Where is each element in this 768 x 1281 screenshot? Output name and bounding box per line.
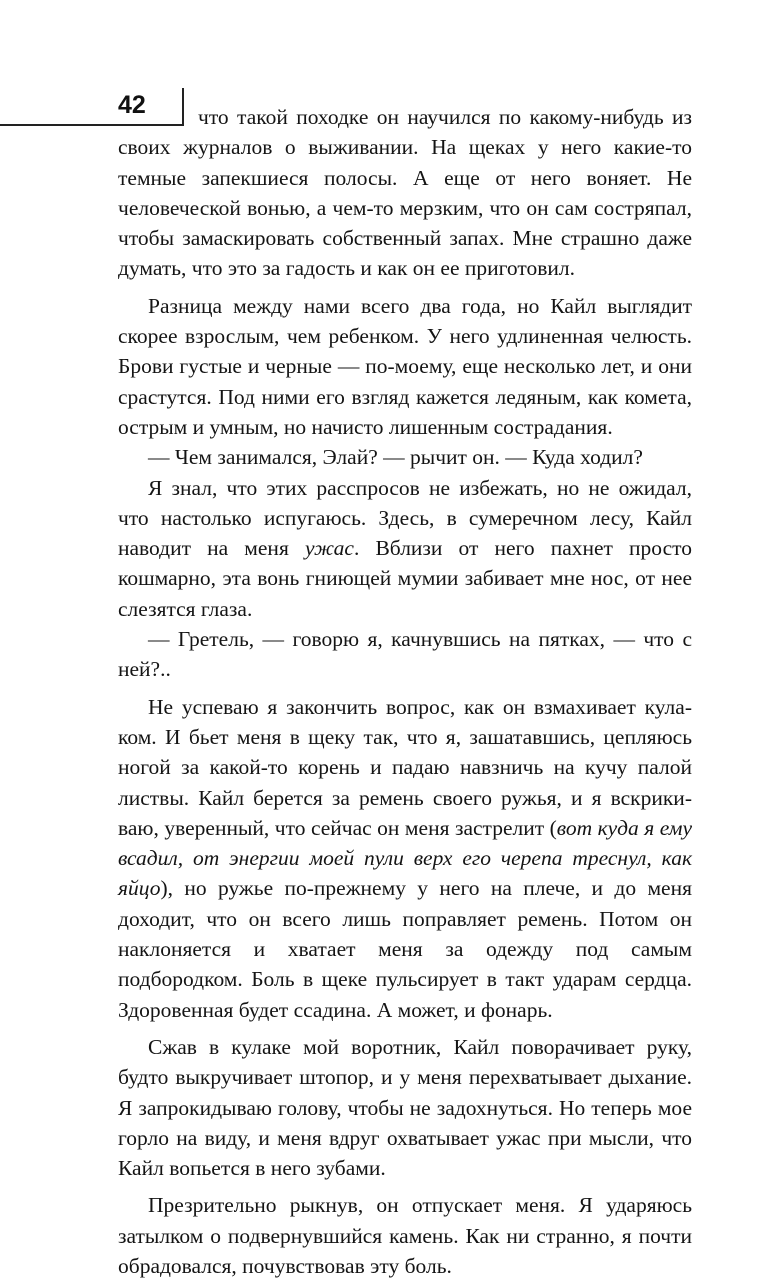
- paragraph-6-text-before: Не успеваю я закончить вопрос, как он взмахивает кулаком. И бьет меня в щеку так, что я, зашатавшись, цепляюсь ногой за какой-то корень и падаю навзничь на кучу палой листвы. Кайл берется за ремень своего ружья, и я вскрикиваю, уверенный, что сейчас он меня застрелит (: [118, 694, 692, 840]
- paragraph-7: Сжав в кулаке мой воротник, Кайл поворачивает руку, будто выкручивает штопор, и у меня перехватывает дыхание. Я запрокидываю голову, чтобы не задохнуться. Но теперь мое горло на виду, и меня вдруг охватывает ужас при мысли, что Кайл вопьется в него зубами.: [118, 1034, 692, 1181]
- paragraph-5-dialogue: — Гретель, — говорю я, качнувшись на пятках, — что с ней?..: [118, 627, 692, 682]
- body-text: [118, 102, 692, 1281]
- paragraph-6: [118, 692, 692, 1025]
- paragraph-4-text-after: . Вблизи от него пахнет просто кошмарно, эта вонь гниющей мумии забивает мне нос, от нее слезятся глаза.: [118, 536, 692, 621]
- paragraph-2: Разница между нами всего два года, но Кайл выглядит скорее взрослым, чем ребенком. У него удлиненная челюсть. Брови густые и черные — по-моему, еще несколько лет, и они срастутся. Под ними его взгляд кажется ледяным, как комета, острым и умным, но начисто лишенным сострадания.: [118, 293, 692, 439]
- paragraph-3-dialogue: — Чем занимался, Элай? — рычит он. — Куда ходил?: [148, 445, 643, 470]
- paragraph-4-italic: ужас: [304, 536, 354, 561]
- paragraph-1: что такой походке он научился по какому-нибудь из своих журналов о выживании. На щеках у него какие-то темные запекшиеся полосы. А еще от него воняет. Не человеческой вонью, а чем-то мерзким, что он сам состряпал, чтобы замаскировать собственный запах. Мне страшно даже думать, что это за гадость и как он ее приготовил.: [118, 105, 692, 281]
- paragraph-4-text-before: Я знал, что этих расспросов не избежать, но не ожидал, что настолько испугаюсь. Здесь, в сумеречном лесу, Кайл наводит на меня: [118, 475, 692, 561]
- paragraph-6-text-after: ), но ружье по-прежнему у него на плече, и до меня доходит, что он всего лишь поправляет ремень. Потом он наклоняется и хватает меня за одежду под самым подбородком. Боль в щеке пульсирует в такт ударам сердца. Здоровенная будет ссадина. А может, и фонарь.: [118, 876, 692, 1022]
- page-number: 42: [118, 91, 146, 119]
- paragraph-8: Презрительно рыкнув, он отпускает меня. Я ударяюсь затылком о подвернувшийся камень. Как ни странно, я почти обрадовался, почувствовав эту боль.: [118, 1193, 692, 1278]
- paragraph-4: [118, 473, 692, 624]
- paragraph-6-italic: вот куда я ему всадил, от энергии моей пули верх его черепа треснул, как яйцо: [118, 815, 693, 901]
